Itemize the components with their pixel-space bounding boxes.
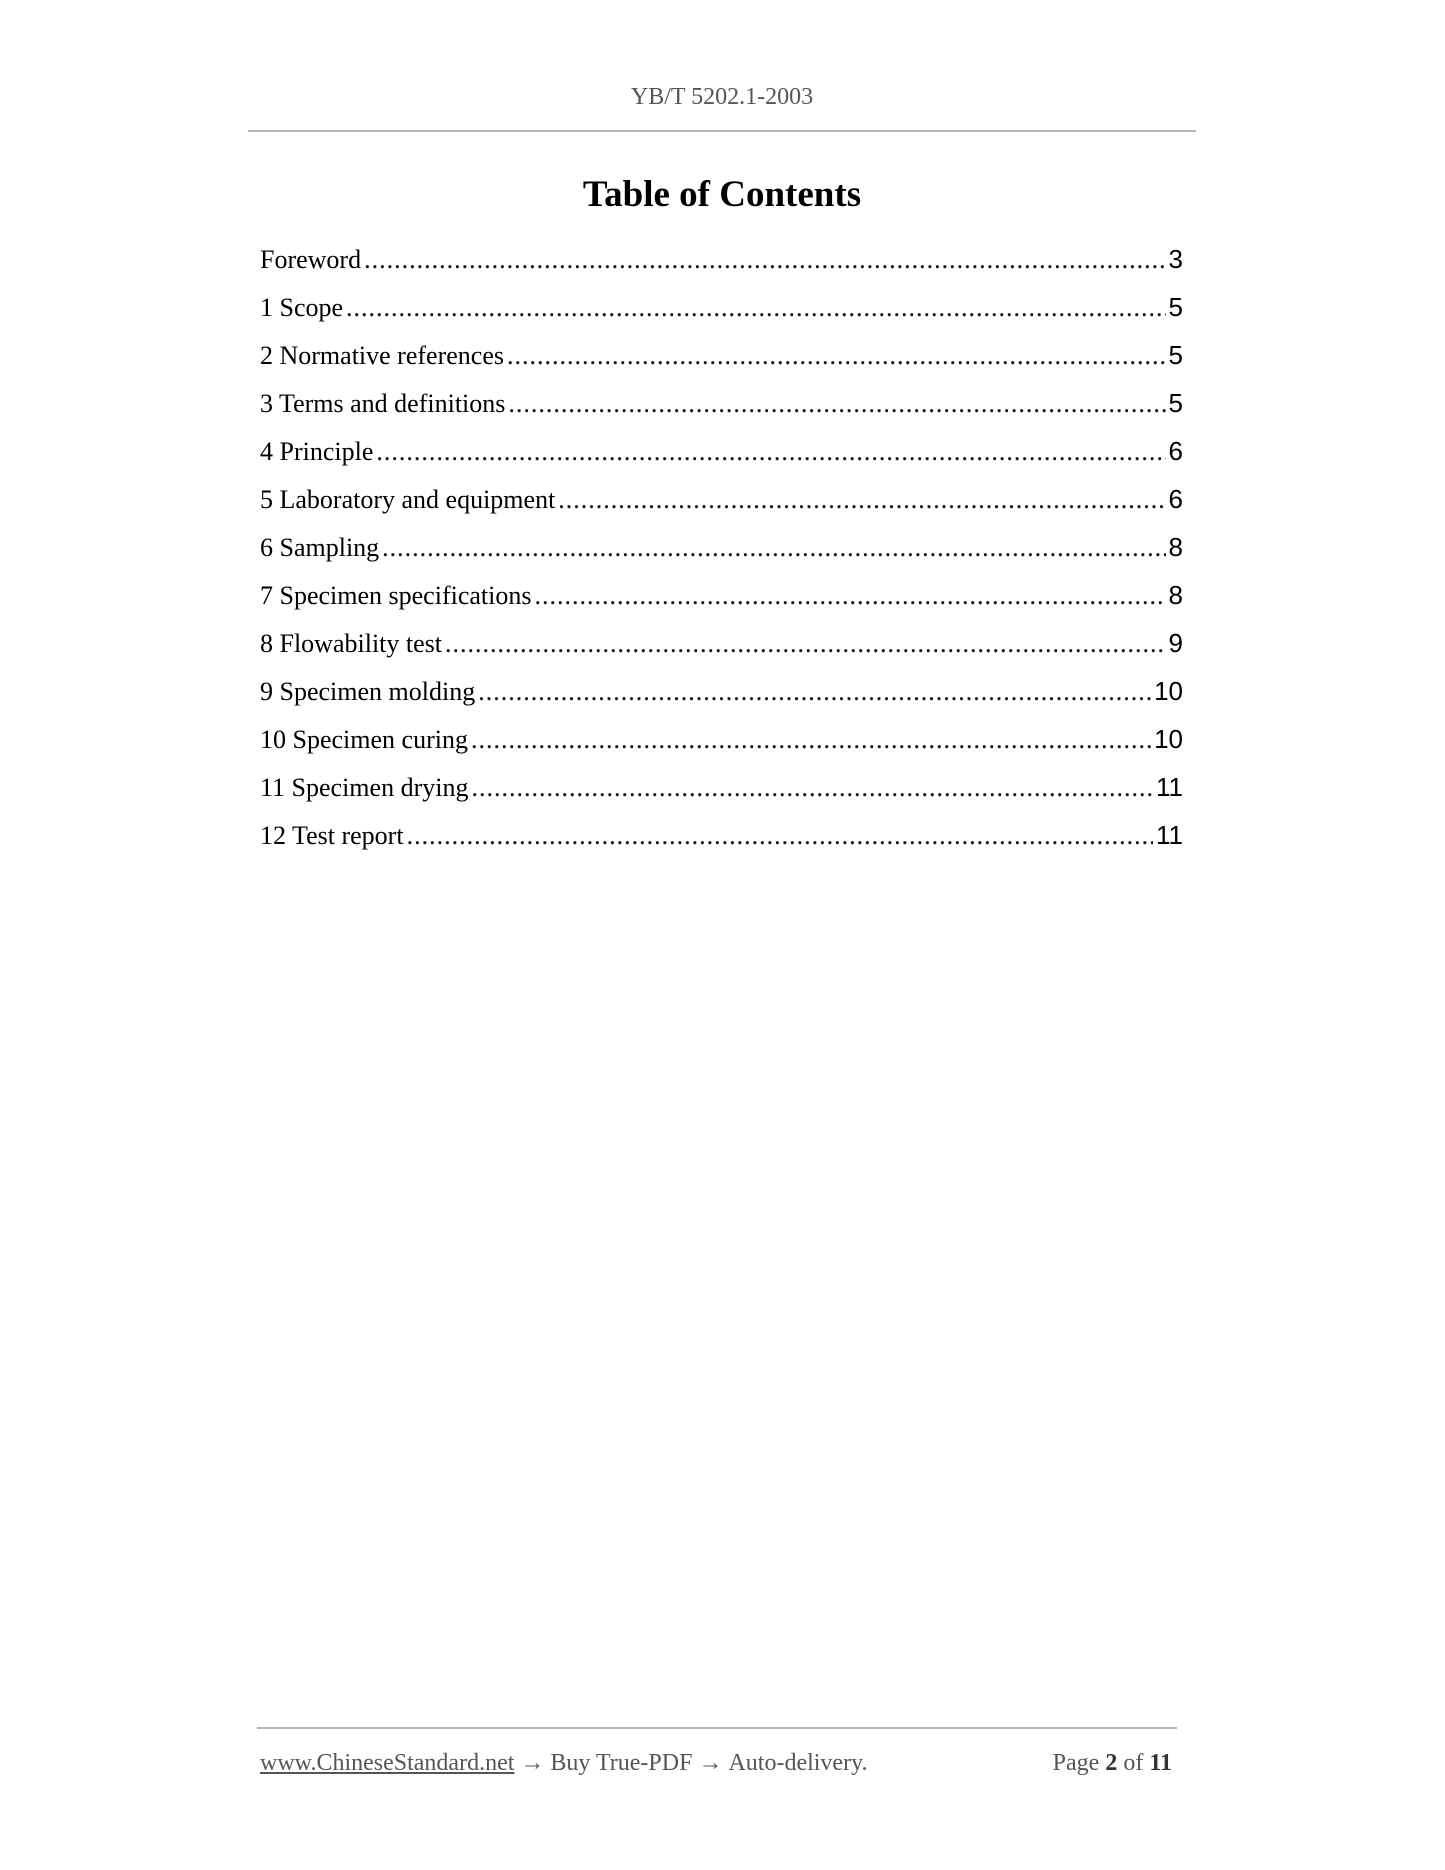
current-page: 2 [1105,1750,1118,1776]
header-divider [248,130,1196,132]
toc-entry[interactable] [260,763,1183,811]
total-pages: 11 [1149,1750,1172,1776]
toc-entry-label: 10 Specimen curing [260,725,468,754]
auto-delivery-text: Auto-delivery. [728,1750,868,1776]
toc-entry[interactable] [260,235,1183,283]
toc-entry-page: 11 [1156,772,1183,802]
toc-entry-label: 7 Specimen specifications [260,581,532,610]
toc-entry-page: 8 [1168,532,1183,562]
toc-entry-label: 6 Sampling [260,533,380,562]
toc-entry[interactable] [260,715,1183,763]
toc-entry[interactable] [260,427,1183,475]
of-word: of [1123,1750,1144,1776]
toc-entry-page: 10 [1154,724,1183,754]
dot-leader [407,812,1153,860]
toc-entry[interactable] [260,331,1183,379]
toc-entry-page: 3 [1168,244,1183,274]
toc-entry-label: 1 Scope [260,293,344,322]
buy-pdf-text: Buy True-PDF [550,1750,693,1776]
footer-divider [257,1727,1177,1729]
dot-leader [471,716,1151,764]
running-header: YB/T 5202.1-2003 [630,84,814,110]
toc-entry-label: Foreword [260,245,362,274]
arrow-right-icon: → [698,1750,723,1776]
toc-entry-page: 10 [1154,676,1183,706]
arrow-right-icon: → [520,1750,545,1776]
toc-entry[interactable] [260,283,1183,331]
dot-leader [534,572,1165,620]
website-link[interactable]: www.ChineseStandard.net [260,1750,515,1776]
toc-entry-page: 11 [1156,820,1183,850]
dot-leader [508,380,1165,428]
toc-entry-label: 5 Laboratory and equipment [260,485,556,514]
toc-entry-label: 12 Test report [260,821,404,850]
toc-entry-label: 4 Principle [260,437,374,466]
dot-leader [558,476,1165,524]
toc-title: Table of Contents [582,174,862,215]
dot-leader [445,620,1166,668]
toc-entry-page: 5 [1168,340,1183,370]
dot-leader [507,332,1166,380]
dot-leader [376,428,1165,476]
toc-entry-label: 3 Terms and definitions [260,389,506,418]
toc-entry[interactable] [260,379,1183,427]
page-footer [260,1746,1177,1780]
toc-entry[interactable] [260,811,1183,859]
toc-entry-page: 5 [1168,292,1183,322]
toc-entry-page: 6 [1168,484,1183,514]
toc-entry-page: 5 [1168,388,1183,418]
dot-leader [364,236,1165,284]
toc-entry[interactable] [260,475,1183,523]
toc-entry-page: 9 [1168,628,1183,658]
toc-entry-page: 6 [1168,436,1183,466]
page-word: Page [1052,1750,1100,1776]
dot-leader [382,524,1165,572]
toc-entry-label: 9 Specimen molding [260,677,476,706]
toc-entry[interactable] [260,571,1183,619]
toc-entry-label: 8 Flowability test [260,629,442,658]
toc-entry-page: 8 [1168,580,1183,610]
footer-promo [260,1746,868,1780]
toc-entry[interactable] [260,667,1183,715]
toc-entry[interactable] [260,523,1183,571]
toc-entry[interactable] [260,619,1183,667]
page-number [1053,1746,1172,1780]
toc-list [260,235,1183,859]
dot-leader [478,668,1151,716]
toc-entry-label: 11 Specimen drying [260,773,469,802]
dot-leader [346,284,1165,332]
dot-leader [471,764,1153,812]
toc-entry-label: 2 Normative references [260,341,504,370]
